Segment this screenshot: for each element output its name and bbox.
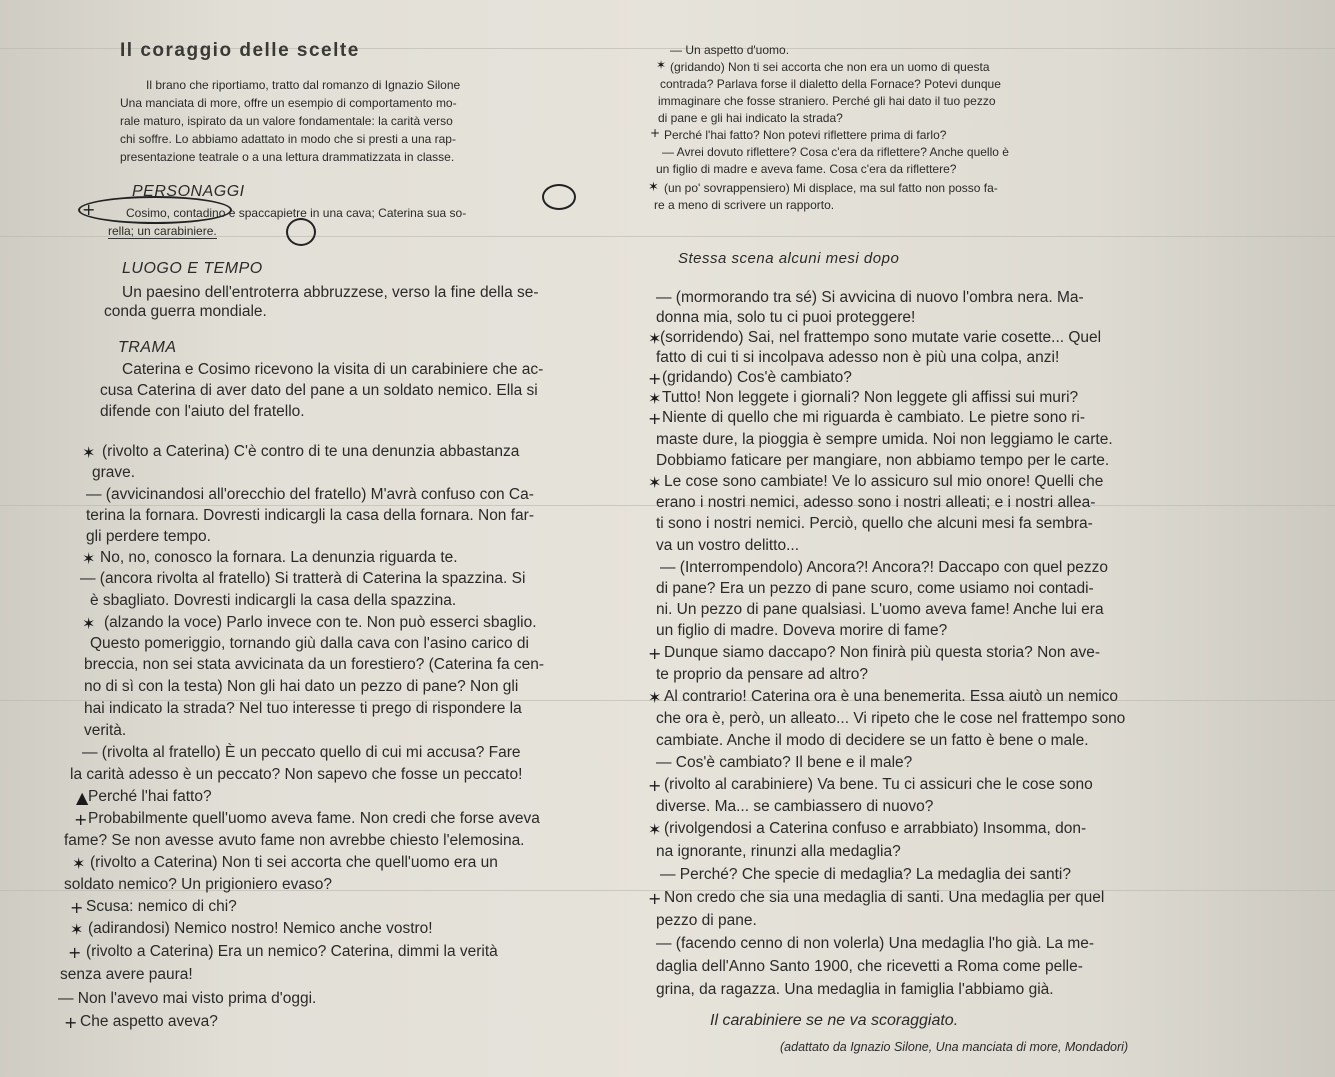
dialogue-line: va un vostro delitto... (656, 537, 800, 554)
dialogue-line: la carità adesso è un peccato? Non sapevo che fosse un peccato! (70, 766, 523, 783)
characters-line: rella; un carabiniere. (108, 224, 217, 238)
dialogue-line: Niente di quello che mi riguarda è cambiato. Le pietre sono ri- (662, 409, 1086, 426)
dialogue-line: gli perdere tempo. (86, 528, 211, 545)
dialogue-line: diverse. Ma... se cambiassero di nuovo? (656, 798, 934, 815)
dialogue-line: pezzo di pane. (656, 912, 757, 929)
plot-heading: TRAMA (118, 339, 177, 356)
dialogue-line: — (rivolta al fratello) È un peccato quello di cui mi accusa? Fare (82, 744, 521, 761)
characters-line: Cosimo, contadino e spaccapietre in una cava; Caterina sua so- (126, 206, 467, 220)
dialogue-line: — Avrei dovuto riflettere? Cosa c'era da riflettere? Anche quello è (662, 145, 1009, 159)
caterina-mark: ▲ (76, 788, 89, 807)
dialogue-line: — (Interrompendolo) Ancora?! Ancora?! Daccapo con quel pezzo (660, 559, 1109, 576)
carabiniere-mark: ✶ (648, 180, 659, 195)
dialogue-line: (sorridendo) Sai, nel frattempo sono mutate varie cosette... Quel (660, 329, 1102, 346)
dialogue-line: (rivolgendosi a Caterina confuso e arrabbiato) Insomma, don- (664, 820, 1087, 837)
dialogue-line: (adirandosi) Nemico nostro! Nemico anche vostro! (88, 920, 433, 937)
cosimo-mark: + (648, 889, 662, 908)
dialogue-line: grina, da ragazza. Una medaglia in famiglia l'abbiamo già. (656, 981, 1054, 998)
cosimo-mark: + (648, 409, 662, 428)
dialogue-line: terina la fornara. Dovresti indicargli la casa della fornara. Non far- (86, 507, 534, 524)
pen-circle (286, 218, 316, 246)
dialogue-line: — (mormorando tra sé) Si avvicina di nuovo l'ombra nera. Ma- (656, 289, 1084, 306)
dialogue-line: — (ancora rivolta al fratello) Si tratterà di Caterina la spazzina. Si (80, 570, 526, 587)
dialogue-line: No, no, conosco la fornara. La denunzia riguarda te. (100, 549, 458, 566)
dialogue-line: ti sono i nostri nemici. Perciò, quello che alcuni mesi fa sembra- (656, 515, 1093, 532)
carabiniere-mark: ✶ (648, 329, 662, 348)
cosimo-mark: + (64, 1013, 78, 1032)
dialogue-line: — (facendo cenno di non volerla) Una medaglia l'ho già. La me- (656, 935, 1095, 952)
dialogue-line: — Perché? Che specie di medaglia? La medaglia dei santi? (660, 866, 1071, 883)
dialogue-line: Al contrario! Caterina ora è una benemerita. Essa aiutò un nemico (664, 688, 1119, 705)
dialogue-line: Dunque siamo daccapo? Non finirà più questa storia? Non ave- (664, 644, 1100, 661)
plot-line: cusa Caterina di aver dato del pane a un soldato nemico. Ella si (100, 382, 538, 399)
dialogue-line: no di sì con la testa) Non gli hai dato un pezzo di pane? Non gli (84, 678, 519, 695)
dialogue-line: daglia dell'Anno Santo 1900, che ricevetti a Roma come pelle- (656, 958, 1083, 975)
intro-line: Una manciata di more, offre un esempio di comportamento mo- (120, 96, 457, 110)
dialogue-line: un figlio di madre e aveva fame. Cosa c'era da riflettere? (656, 162, 957, 176)
dialogue-line: Tutto! Non leggete i giornali? Non leggete gli affissi sui muri? (662, 389, 1079, 406)
carabiniere-mark: ✶ (72, 854, 86, 873)
place-line: conda guerra mondiale. (104, 303, 267, 320)
carabiniere-mark: ✶ (70, 920, 84, 939)
dialogue-line: (gridando) Non ti sei accorta che non era un uomo di questa (670, 60, 990, 74)
carabiniere-mark: ✶ (82, 443, 96, 462)
cosimo-mark: + (648, 369, 662, 388)
dialogue-line: ni. Un pezzo di pane qualsiasi. L'uomo aveva fame! Anche lui era (656, 601, 1104, 618)
intro-line: Il brano che riportiamo, tratto dal romanzo di Ignazio Silone (146, 78, 461, 92)
carabiniere-mark: ✶ (648, 820, 662, 839)
dialogue-line: Dobbiamo faticare per mangiare, non abbiamo tempo per le carte. (656, 452, 1110, 469)
cosimo-mark: + (68, 943, 82, 962)
dialogue-line: (gridando) Cos'è cambiato? (662, 369, 852, 386)
dialogue-line: contrada? Parlava forse il dialetto della Fornace? Potevi dunque (660, 77, 1001, 91)
dialogue-line: Perché l'hai fatto? Non potevi riflettere prima di farlo? (664, 128, 947, 142)
pen-circle (542, 184, 576, 210)
dialogue-line: (rivolto a Caterina) C'è contro di te una denunzia abbastanza (102, 443, 520, 460)
dialogue-line: fatto di cui ti si incolpava adesso non è più una colpa, anzi! (656, 349, 1060, 366)
scene-heading: Stessa scena alcuni mesi dopo (678, 250, 900, 267)
dialogue-line: immaginare che fosse straniero. Perché gli hai dato il tuo pezzo (658, 94, 996, 108)
dialogue-line: che ora è, però, un alleato... Vi ripeto che le cose nel frattempo sono (656, 710, 1126, 727)
dialogue-line: di pane e gli hai indicato la strada? (658, 111, 843, 125)
cosimo-mark: + (82, 200, 96, 219)
intro-line: presentazione teatrale o a una lettura drammatizzata in classe. (120, 150, 455, 164)
dialogue-line: maste dure, la pioggia è sempre umida. Noi non leggiamo le carte. (656, 431, 1113, 448)
cosimo-mark: + (74, 810, 88, 829)
dialogue-line: (rivolto al carabiniere) Va bene. Tu ci assicuri che le cose sono (664, 776, 1093, 793)
dialogue-line: erano i nostri nemici, adesso sono i nostri alleati; e i nostri allea- (656, 494, 1096, 511)
dialogue-line: — (avvicinandosi all'orecchio del fratello) M'avrà confuso con Ca- (86, 486, 534, 503)
place-heading: LUOGO E TEMPO (122, 260, 263, 277)
dialogue-line: hai indicato la strada? Nel tuo interesse ti prego di rispondere la (84, 700, 522, 717)
dialogue-line: senza avere paura! (60, 966, 193, 983)
dialogue-line: (un po' sovrappensiero) Mi displace, ma sul fatto non posso fa- (664, 181, 998, 195)
cosimo-mark: + (648, 776, 662, 795)
dialogue-line: (alzando la voce) Parlo invece con te. Non può esserci sbaglio. (104, 614, 537, 631)
dialogue-line: Le cose sono cambiate! Ve lo assicuro sul mio onore! Quelli che (664, 473, 1104, 490)
dialogue-line: Questo pomeriggio, tornando giù dalla cava con l'asino carico di (90, 635, 529, 652)
dialogue-line: grave. (92, 464, 136, 481)
characters-heading: PERSONAGGI (132, 183, 245, 200)
carabiniere-mark: ✶ (656, 58, 667, 72)
dialogue-line: — Non l'avevo mai visto prima d'oggi. (58, 990, 317, 1007)
intro-line: rale maturo, ispirato da un valore fondamentale: la carità verso (120, 114, 453, 128)
dialogue-line: — Cos'è cambiato? Il bene e il male? (656, 754, 913, 771)
carabiniere-mark: ✶ (82, 614, 96, 633)
dialogue-line: cambiate. Anche il modo di decidere se un fatto è bene o male. (656, 732, 1089, 749)
dialogue-line: (rivolto a Caterina) Non ti sei accorta che quell'uomo era un (90, 854, 498, 871)
dialogue-line: di pane? Era un pezzo di pane scuro, come usiamo noi contadi- (656, 580, 1094, 597)
carabiniere-mark: ✶ (648, 473, 662, 492)
dialogue-line: breccia, non sei stata avvicinata da un forestiero? (Caterina fa cen- (84, 656, 545, 673)
dialogue-line: (rivolto a Caterina) Era un nemico? Caterina, dimmi la verità (86, 943, 498, 960)
plot-line: Caterina e Cosimo ricevono la visita di un carabiniere che ac- (122, 361, 544, 378)
intro-line: chi soffre. Lo abbiamo adattato in modo che si presti a una rap- (120, 132, 456, 146)
dialogue-line: — Un aspetto d'uomo. (670, 43, 790, 57)
dialogue-line: un figlio di madre. Doveva morire di fame? (656, 622, 948, 639)
cosimo-mark: + (648, 644, 662, 663)
dialogue-line: fame? Se non avesse avuto fame non avrebbe chiesto l'elemosina. (64, 832, 525, 849)
dialogue-line: re a meno di scrivere un rapporto. (654, 198, 835, 212)
dialogue-line: Scusa: nemico di chi? (86, 898, 237, 915)
closing-line: Il carabiniere se ne va scoraggiato. (710, 1012, 959, 1029)
dialogue-line: Probabilmente quell'uomo aveva fame. Non credi che forse aveva (88, 810, 540, 827)
place-line: Un paesino dell'entroterra abbruzzese, verso la fine della se- (122, 284, 539, 301)
pen-circle (78, 196, 232, 224)
cosimo-mark: + (650, 126, 661, 140)
dialogue-line: Perché l'hai fatto? (88, 788, 212, 805)
dialogue-line: na ignorante, rinunzi alla medaglia? (656, 843, 901, 860)
plot-line: difende con l'aiuto del fratello. (100, 403, 305, 420)
source-credit: (adattato da Ignazio Silone, Una manciata di more, Mondadori) (780, 1040, 1129, 1054)
carabiniere-mark: ✶ (648, 389, 662, 408)
page-title: Il coraggio delle scelte (120, 40, 360, 61)
dialogue-line: soldato nemico? Un prigioniero evaso? (64, 876, 332, 893)
cosimo-mark: + (70, 898, 84, 917)
dialogue-line: te proprio da pensare ad altro? (656, 666, 868, 683)
dialogue-line: Non credo che sia una medaglia di santi. Una medaglia per quel (664, 889, 1105, 906)
carabiniere-mark: ✶ (82, 549, 96, 568)
carabiniere-mark: ✶ (648, 688, 662, 707)
dialogue-line: verità. (84, 722, 127, 739)
dialogue-line: Che aspetto aveva? (80, 1013, 218, 1030)
dialogue-line: donna mia, solo tu ci puoi proteggere! (656, 309, 916, 326)
dialogue-line: è sbagliato. Dovresti indicargli la casa della spazzina. (90, 592, 457, 609)
